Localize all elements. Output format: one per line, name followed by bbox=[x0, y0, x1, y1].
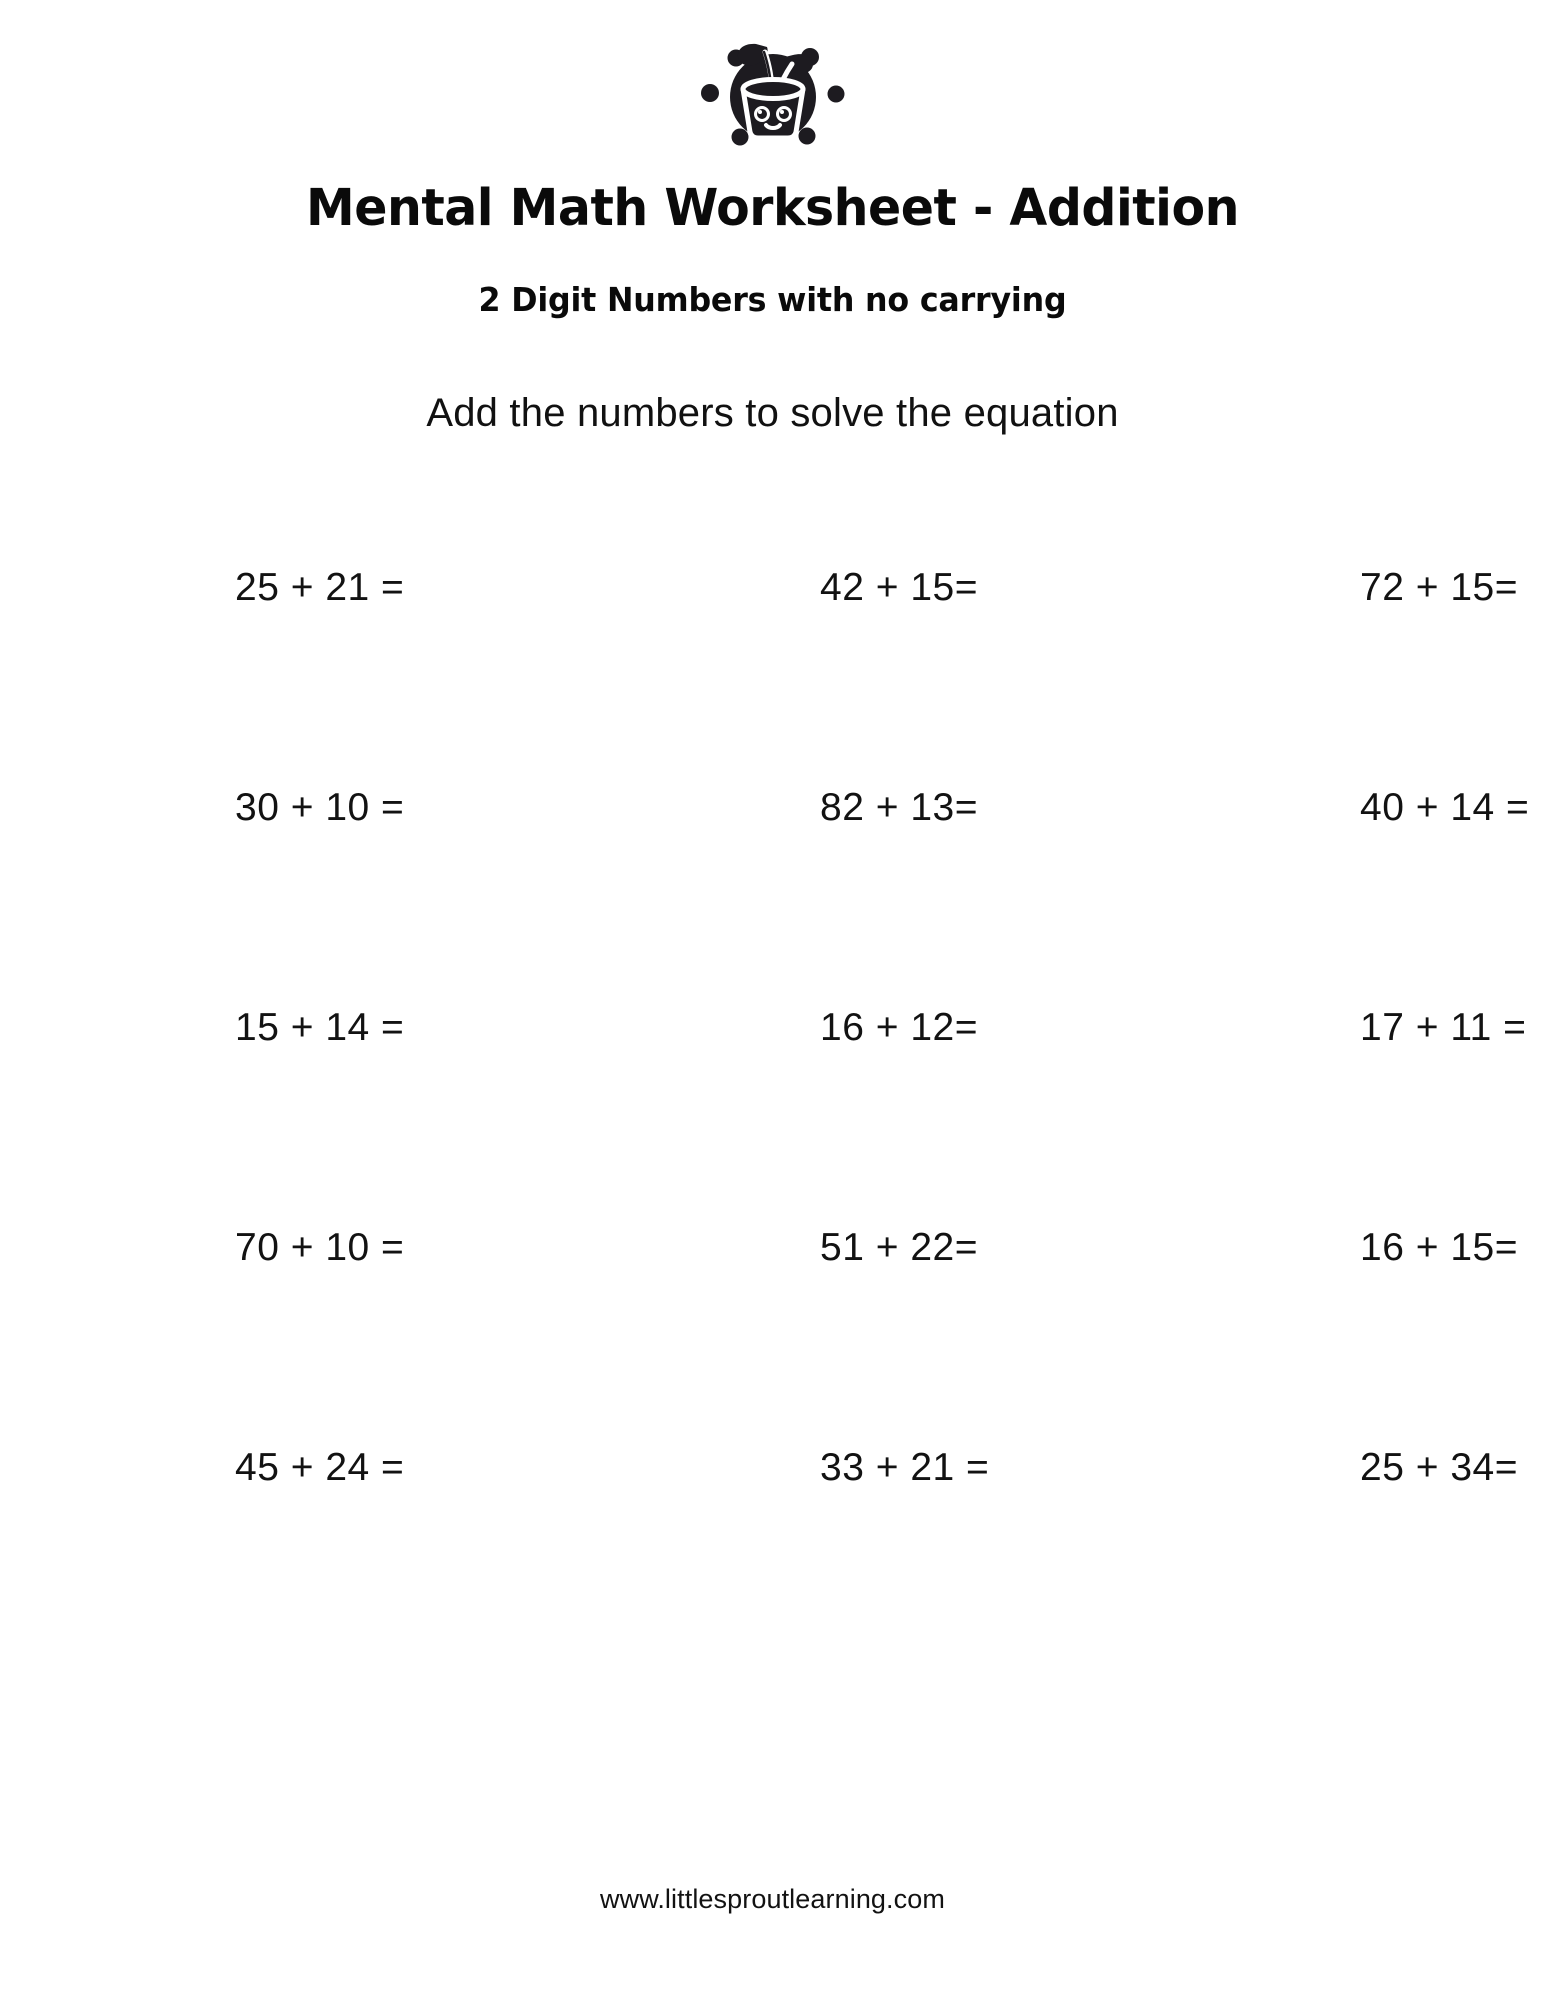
problem-cell bbox=[225, 1005, 695, 1228]
problem-grid bbox=[0, 565, 1545, 1668]
problem-cell bbox=[695, 785, 1115, 1008]
problem-cell bbox=[695, 565, 1115, 788]
equation: 72 + 15= bbox=[1360, 565, 1518, 609]
equation: 42 + 15= bbox=[820, 565, 978, 609]
equation: 70 + 10 = bbox=[235, 1225, 405, 1269]
problem-cell bbox=[225, 1445, 695, 1668]
equation: 25 + 34= bbox=[1360, 1445, 1518, 1489]
equation: 15 + 14 = bbox=[235, 1005, 405, 1049]
problem-cell bbox=[695, 1005, 1115, 1228]
problem-cell bbox=[225, 785, 695, 1008]
page-subtitle: 2 Digit Numbers with no carrying bbox=[478, 280, 1067, 320]
equation: 33 + 21 = bbox=[820, 1445, 990, 1489]
equation: 82 + 13= bbox=[820, 785, 978, 829]
logo bbox=[673, 26, 873, 148]
equation: 30 + 10 = bbox=[235, 785, 405, 829]
equation: 51 + 22= bbox=[820, 1225, 978, 1269]
footer-website: www.littlesproutlearning.com bbox=[600, 1884, 945, 1914]
problem-cell bbox=[695, 1225, 1115, 1448]
problem-cell bbox=[1115, 565, 1545, 788]
problem-cell bbox=[1115, 785, 1545, 1008]
page-title: Mental Math Worksheet - Addition bbox=[305, 179, 1240, 238]
equation: 25 + 21 = bbox=[235, 565, 405, 609]
equation: 45 + 24 = bbox=[235, 1445, 405, 1489]
problem-cell bbox=[695, 1445, 1115, 1668]
equation: 16 + 15= bbox=[1360, 1225, 1518, 1269]
problem-cell bbox=[225, 1225, 695, 1448]
equation: 17 + 11 = bbox=[1360, 1005, 1527, 1049]
problem-cell bbox=[1115, 1225, 1545, 1448]
instruction-text: Add the numbers to solve the equation bbox=[426, 390, 1119, 435]
problem-cell bbox=[1115, 1445, 1545, 1668]
problem-cell bbox=[225, 565, 695, 788]
equation: 40 + 14 = bbox=[1360, 785, 1530, 829]
sprout-in-pot-icon bbox=[693, 26, 853, 148]
problem-cell bbox=[1115, 1005, 1545, 1228]
equation: 16 + 12= bbox=[820, 1005, 978, 1049]
